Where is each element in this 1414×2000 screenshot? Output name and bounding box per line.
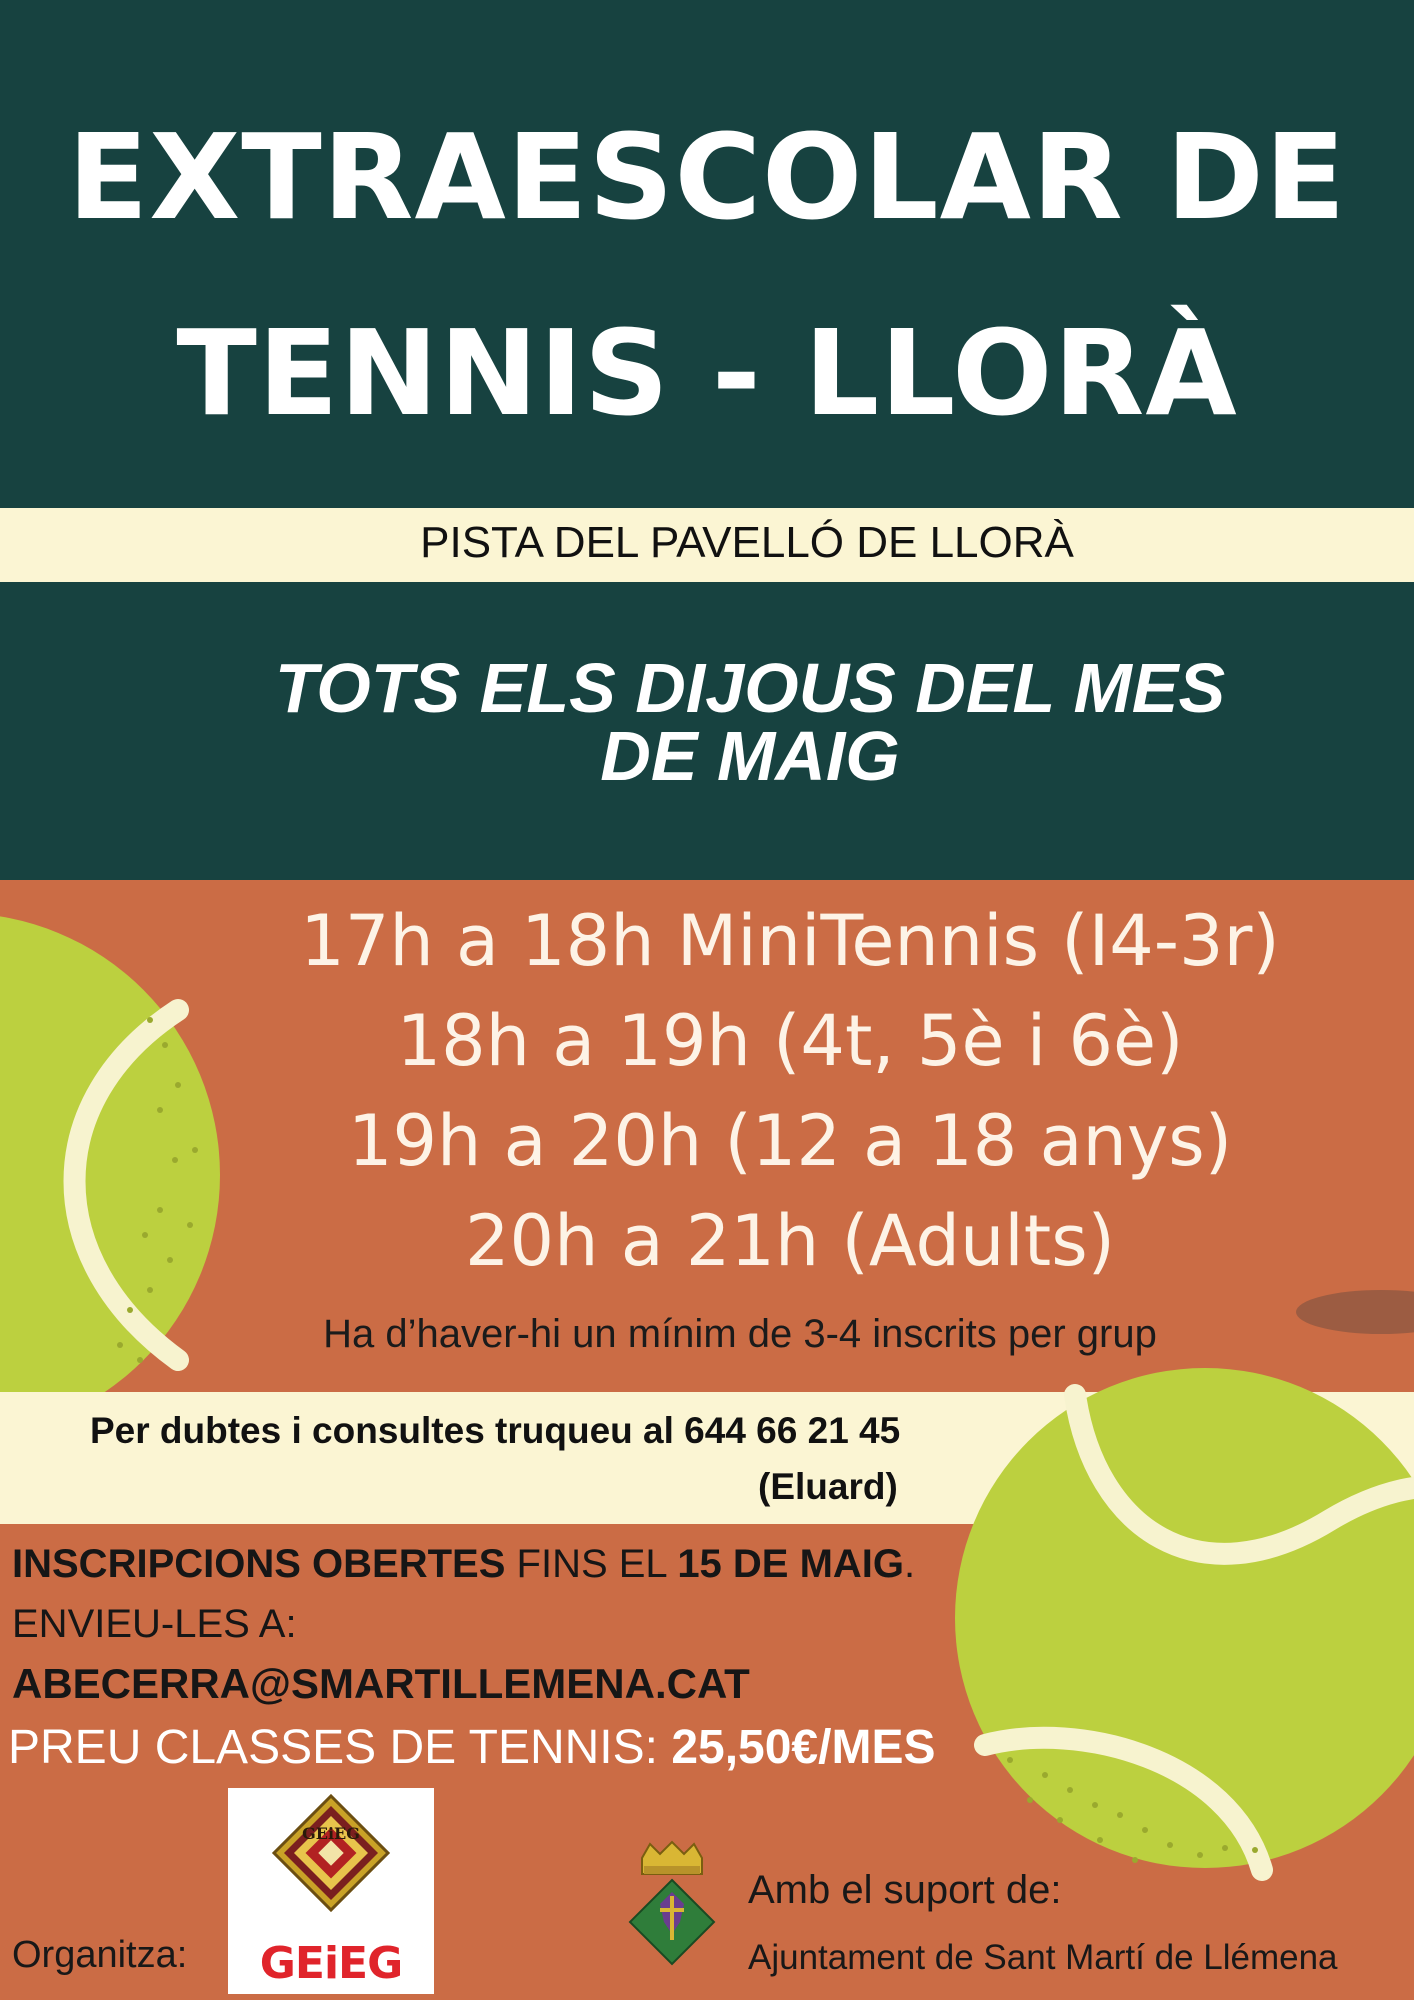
schedule-item: 19h a 20h (12 a 18 anys) — [347, 1100, 1233, 1182]
geieg-logo-text: GEiEG — [259, 1938, 403, 1989]
crest-initial: GEiEG — [302, 1824, 360, 1843]
page-title-line-1: EXTRAESCOLAR DE — [67, 108, 1347, 246]
registration-period: . — [904, 1542, 916, 1586]
municipal-coat-of-arms-icon — [624, 1840, 720, 2000]
price-value: 25,50€/MES — [671, 1721, 936, 1774]
dates-line-2: DE MAIG — [600, 717, 900, 795]
registration-open-label: INSCRIPCIONS OBERTES — [12, 1542, 506, 1586]
registration-email-link[interactable]: ABECERRA@SMARTILLEMENA.CAT — [12, 1660, 750, 1707]
support-entity: Ajuntament de Sant Martí de Llémena — [748, 1938, 1338, 1977]
contact-phone-text: Per dubtes i consultes truqueu al 644 66 21 45 — [90, 1410, 901, 1451]
registration-send-to: ENVIEU-LES A: — [12, 1602, 297, 1646]
venue-label: PISTA DEL PAVELLÓ DE LLORÀ — [420, 518, 1074, 567]
support-label: Amb el suport de: — [748, 1868, 1062, 1912]
schedule-item: 20h a 21h (Adults) — [465, 1200, 1115, 1282]
minimum-registrants-note: Ha d’haver-hi un mínim de 3-4 inscrits per grup — [323, 1312, 1157, 1356]
contact-name: (Eluard) — [758, 1466, 898, 1507]
registration-deadline: 15 DE MAIG — [677, 1542, 905, 1586]
price-label: PREU CLASSES DE TENNIS: — [8, 1721, 672, 1774]
geieg-crest-icon — [270, 1792, 392, 1914]
dates-line-1: TOTS ELS DIJOUS DEL MES — [274, 649, 1226, 727]
schedule-item: 18h a 19h (4t, 5è i 6è) — [396, 1000, 1184, 1082]
page-title-line-2: TENNIS - LLORÀ — [176, 304, 1238, 442]
price-line — [8, 1720, 935, 1775]
organizer-label: Organitza: — [12, 1934, 188, 1976]
schedule-item: 17h a 18h MiniTennis (I4-3r) — [300, 900, 1280, 982]
registration-open-line — [12, 1542, 915, 1587]
registration-until-text: FINS EL — [505, 1542, 678, 1586]
